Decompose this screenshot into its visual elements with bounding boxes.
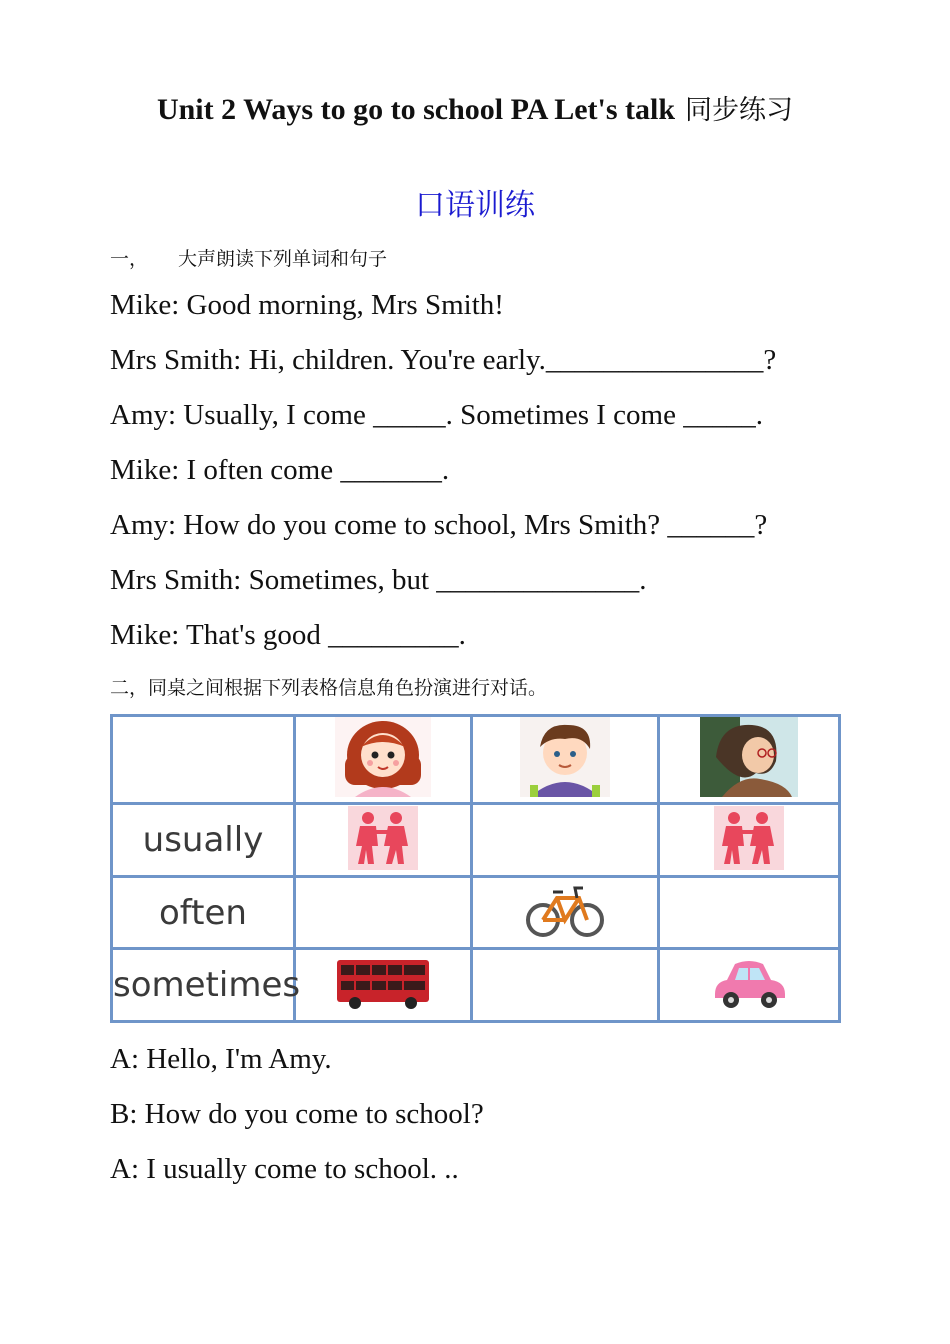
table-cell: [472, 949, 659, 1022]
title-main: Unit 2 Ways to go to school PA Let's talk: [156, 93, 676, 126]
table-cell: [472, 877, 659, 949]
dialogue-line: Amy: Usually, I come _____. Sometimes I come _____.: [110, 399, 763, 431]
section-1-number: 一，: [110, 248, 149, 270]
practice-line: B: How do you come to school?: [110, 1098, 484, 1130]
table-cell: [659, 716, 840, 804]
car-icon: [709, 956, 789, 1010]
practice-line: A: Hello, I'm Amy.: [110, 1043, 332, 1075]
table-corner-cell: [112, 716, 295, 804]
table-cell: [659, 949, 840, 1022]
practice-dialogue: [110, 1037, 484, 1202]
bicycle-icon: [525, 880, 605, 940]
table-cell: [295, 716, 472, 804]
title-cn: 同步练习: [685, 95, 794, 126]
dialogue-block: [110, 283, 776, 668]
row-label-sometimes: sometimes: [112, 949, 295, 1022]
table-row: [112, 949, 840, 1022]
transport-table: [110, 714, 841, 1023]
row-label-usually: usually: [112, 804, 295, 877]
dialogue-line: Amy: How do you come to school, Mrs Smith? ______?: [110, 509, 768, 541]
table-cell: [472, 804, 659, 877]
table-cell: [472, 716, 659, 804]
boy-icon: [520, 717, 610, 797]
table-row: [112, 877, 840, 949]
table-cell: [295, 949, 472, 1022]
dialogue-line: Mrs Smith: Hi, children. You're early._______________?: [110, 344, 777, 376]
table-cell: [659, 877, 840, 949]
dialogue-line: Mrs Smith: Sometimes, but ______________.: [110, 564, 647, 596]
table-cell: [659, 804, 840, 877]
section-1-text: 大声朗读下列单词和句子: [178, 248, 388, 270]
table-cell: [295, 877, 472, 949]
section-1-instruction: [110, 244, 387, 271]
bus-icon: [335, 956, 431, 1010]
teacher-icon: [700, 717, 798, 797]
table-header-row: [112, 716, 840, 804]
dialogue-line: Mike: I often come _______.: [110, 454, 450, 486]
section-heading: 口语训练: [415, 188, 535, 223]
girl-icon: [335, 717, 431, 797]
row-label-often: often: [112, 877, 295, 949]
walking-kids-icon: [714, 806, 784, 870]
dialogue-line: Mike: That's good _________.: [110, 619, 466, 651]
practice-line: A: I usually come to school. ..: [110, 1153, 459, 1185]
document-title: [0, 88, 950, 127]
table-row: [112, 804, 840, 877]
section-2-instruction: 二，同桌之间根据下列表格信息角色扮演进行对话。: [110, 677, 548, 699]
walking-kids-icon: [348, 806, 418, 870]
dialogue-line: Mike: Good morning, Mrs Smith!: [110, 289, 504, 321]
table-cell: [295, 804, 472, 877]
